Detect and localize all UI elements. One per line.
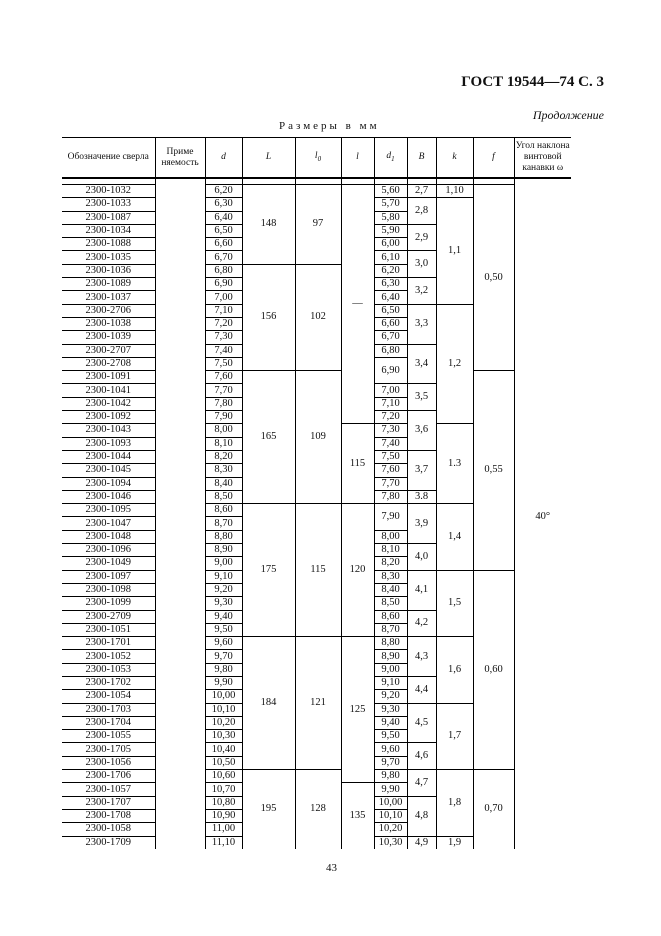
d1-cell: 9,40	[374, 716, 407, 729]
d1-cell: 6,40	[374, 291, 407, 304]
d1-cell: 6,10	[374, 251, 407, 264]
d-cell: 10,20	[205, 716, 242, 729]
d1-cell: 10,30	[374, 836, 407, 849]
table-header-row	[62, 138, 571, 179]
col-d: d	[205, 138, 242, 179]
d-cell: 8,40	[205, 477, 242, 490]
applicability-cell	[155, 663, 205, 676]
col-B: B	[407, 138, 436, 179]
drill-code: 2300-1705	[62, 743, 155, 756]
B-cell: 2,8	[407, 198, 436, 225]
applicability-cell	[155, 637, 205, 650]
drill-code: 2300-1058	[62, 823, 155, 836]
d1-cell: 6,90	[374, 357, 407, 384]
f-cell: 0,70	[473, 770, 514, 849]
d1-cell: 8,30	[374, 570, 407, 583]
l-cell: 125	[341, 637, 374, 783]
d1-cell: 10,20	[374, 823, 407, 836]
d-cell: 8,50	[205, 490, 242, 503]
k-cell: 1,10	[436, 185, 473, 198]
d1-cell: 9,80	[374, 770, 407, 783]
col-l0-sub: 0	[317, 154, 322, 163]
d-cell: 6,30	[205, 198, 242, 211]
k-cell: 1,2	[436, 304, 473, 424]
d1-cell: 7,40	[374, 437, 407, 450]
B-cell: 2,7	[407, 185, 436, 198]
d-cell: 9,30	[205, 597, 242, 610]
drill-code: 2300-1051	[62, 623, 155, 636]
d-cell: 8,80	[205, 530, 242, 543]
col-d1-main: d	[386, 150, 392, 161]
drill-code: 2300-1054	[62, 690, 155, 703]
applicability-cell	[155, 770, 205, 783]
k-cell: 1,7	[436, 703, 473, 769]
B-cell: 3,7	[407, 450, 436, 490]
applicability-cell	[155, 357, 205, 370]
d-cell: 9,10	[205, 570, 242, 583]
d-cell: 9,00	[205, 557, 242, 570]
l0-cell: 115	[295, 504, 341, 637]
drill-code: 2300-1707	[62, 796, 155, 809]
L-cell: 156	[242, 264, 295, 370]
drill-code: 2300-1044	[62, 450, 155, 463]
applicability-cell	[155, 211, 205, 224]
drill-code: 2300-1709	[62, 836, 155, 849]
drill-code: 2300-1049	[62, 557, 155, 570]
d1-cell: 6,60	[374, 317, 407, 330]
l-cell: 120	[341, 504, 374, 637]
d-cell: 10,80	[205, 796, 242, 809]
applicability-cell	[155, 371, 205, 384]
applicability-cell	[155, 464, 205, 477]
applicability-cell	[155, 623, 205, 636]
applicability-cell	[155, 198, 205, 211]
f-cell: 0,60	[473, 570, 514, 769]
d-cell: 9,70	[205, 650, 242, 663]
col-l0-main: l	[314, 150, 318, 161]
l0-cell: 97	[295, 185, 341, 265]
B-cell: 4,8	[407, 796, 436, 836]
table-row	[62, 770, 571, 783]
B-cell: 4,6	[407, 743, 436, 770]
standard-header: ГОСТ 19544—74 С. 3	[461, 74, 604, 90]
col-designation: Обозначение сверла	[62, 138, 155, 179]
d-cell: 10,70	[205, 783, 242, 796]
col-l: l	[341, 138, 374, 179]
d-cell: 7,60	[205, 371, 242, 384]
d1-cell: 7,10	[374, 397, 407, 410]
applicability-cell	[155, 557, 205, 570]
applicability-cell	[155, 530, 205, 543]
applicability-cell	[155, 756, 205, 769]
d-cell: 7,40	[205, 344, 242, 357]
d-cell: 6,70	[205, 251, 242, 264]
k-cell: 1,9	[436, 836, 473, 849]
d-cell: 6,90	[205, 278, 242, 291]
l-cell: —	[341, 185, 374, 424]
drill-code: 2300-1032	[62, 185, 155, 198]
k-cell: 1,8	[436, 770, 473, 836]
B-cell: 3.8	[407, 490, 436, 503]
d-cell: 7,90	[205, 411, 242, 424]
d1-cell: 9,90	[374, 783, 407, 796]
drill-code: 2300-1034	[62, 224, 155, 237]
l0-cell: 109	[295, 371, 341, 504]
applicability-cell	[155, 703, 205, 716]
drill-code: 2300-2708	[62, 357, 155, 370]
applicability-cell	[155, 185, 205, 198]
applicability-cell	[155, 809, 205, 822]
d1-cell: 8,20	[374, 557, 407, 570]
d-cell: 8,20	[205, 450, 242, 463]
k-cell: 1,1	[436, 198, 473, 304]
d1-cell: 7,30	[374, 424, 407, 437]
d1-cell: 8,70	[374, 623, 407, 636]
applicability-cell	[155, 783, 205, 796]
d-cell: 7,20	[205, 317, 242, 330]
d-cell: 10,90	[205, 809, 242, 822]
f-cell: 0,55	[473, 371, 514, 570]
B-cell: 4,9	[407, 836, 436, 849]
drill-code: 2300-1041	[62, 384, 155, 397]
d1-cell: 9,50	[374, 730, 407, 743]
applicability-cell	[155, 676, 205, 689]
applicability-cell	[155, 344, 205, 357]
B-cell: 4,2	[407, 610, 436, 637]
applicability-cell	[155, 224, 205, 237]
B-cell: 4,5	[407, 703, 436, 743]
drill-code: 2300-1048	[62, 530, 155, 543]
drill-code: 2300-1033	[62, 198, 155, 211]
drill-code: 2300-1702	[62, 676, 155, 689]
B-cell: 2,9	[407, 224, 436, 251]
drill-code: 2300-1042	[62, 397, 155, 410]
d-cell: 9,60	[205, 637, 242, 650]
drill-code: 2300-1099	[62, 597, 155, 610]
d1-cell: 9,30	[374, 703, 407, 716]
d1-cell: 7,70	[374, 477, 407, 490]
d1-cell: 6,80	[374, 344, 407, 357]
d-cell: 8,60	[205, 504, 242, 517]
drill-code: 2300-1087	[62, 211, 155, 224]
d1-cell: 8,60	[374, 610, 407, 623]
l-cell: 115	[341, 424, 374, 504]
d1-cell: 6,30	[374, 278, 407, 291]
drill-code: 2300-2706	[62, 304, 155, 317]
B-cell: 3,2	[407, 278, 436, 305]
f-cell: 0,50	[473, 185, 514, 371]
col-L: L	[242, 138, 295, 179]
applicability-cell	[155, 424, 205, 437]
drill-code: 2300-1056	[62, 756, 155, 769]
d-cell: 10,10	[205, 703, 242, 716]
applicability-cell	[155, 597, 205, 610]
d1-cell: 8,50	[374, 597, 407, 610]
applicability-cell	[155, 411, 205, 424]
applicability-cell	[155, 690, 205, 703]
drill-code: 2300-1046	[62, 490, 155, 503]
drill-code: 2300-1043	[62, 424, 155, 437]
drill-code: 2300-1053	[62, 663, 155, 676]
k-cell: 1,4	[436, 504, 473, 570]
d-cell: 6,80	[205, 264, 242, 277]
d1-cell: 9,70	[374, 756, 407, 769]
applicability-cell	[155, 317, 205, 330]
drill-code: 2300-1039	[62, 331, 155, 344]
B-cell: 3,0	[407, 251, 436, 278]
applicability-cell	[155, 650, 205, 663]
applicability-cell	[155, 517, 205, 530]
k-cell: 1,6	[436, 637, 473, 703]
applicability-cell	[155, 291, 205, 304]
B-cell: 4,7	[407, 770, 436, 797]
l0-cell: 121	[295, 637, 341, 770]
applicability-cell	[155, 397, 205, 410]
d-cell: 8,90	[205, 544, 242, 557]
table-row	[62, 371, 571, 384]
applicability-cell	[155, 437, 205, 450]
d1-cell: 5,60	[374, 185, 407, 198]
applicability-cell	[155, 796, 205, 809]
applicability-cell	[155, 610, 205, 623]
applicability-cell	[155, 331, 205, 344]
drill-code: 2300-1098	[62, 583, 155, 596]
d-cell: 8,70	[205, 517, 242, 530]
applicability-cell	[155, 251, 205, 264]
d-cell: 7,30	[205, 331, 242, 344]
drill-code: 2300-1037	[62, 291, 155, 304]
d-cell: 6,50	[205, 224, 242, 237]
page-number: 43	[326, 862, 337, 874]
drill-code: 2300-1708	[62, 809, 155, 822]
d1-cell: 6,20	[374, 264, 407, 277]
drill-code: 2300-1704	[62, 716, 155, 729]
d-cell: 6,60	[205, 238, 242, 251]
drill-code: 2300-1093	[62, 437, 155, 450]
drill-code: 2300-1097	[62, 570, 155, 583]
d1-cell: 5,90	[374, 224, 407, 237]
d1-cell: 7,00	[374, 384, 407, 397]
applicability-cell	[155, 304, 205, 317]
d-cell: 10,00	[205, 690, 242, 703]
applicability-cell	[155, 544, 205, 557]
applicability-cell	[155, 490, 205, 503]
drill-code: 2300-1089	[62, 278, 155, 291]
k-cell: 1.3	[436, 424, 473, 504]
drill-code: 2300-1094	[62, 477, 155, 490]
applicability-cell	[155, 264, 205, 277]
d1-cell: 10,00	[374, 796, 407, 809]
d1-cell: 7,90	[374, 504, 407, 531]
d1-cell: 7,60	[374, 464, 407, 477]
drill-code: 2300-1703	[62, 703, 155, 716]
d-cell: 9,80	[205, 663, 242, 676]
applicability-cell	[155, 570, 205, 583]
d-cell: 9,20	[205, 583, 242, 596]
B-cell: 3,3	[407, 304, 436, 344]
drill-code: 2300-1057	[62, 783, 155, 796]
drill-code: 2300-1092	[62, 411, 155, 424]
d-cell: 11,10	[205, 836, 242, 849]
d-cell: 6,20	[205, 185, 242, 198]
d1-cell: 10,10	[374, 809, 407, 822]
drill-code: 2300-1706	[62, 770, 155, 783]
d-cell: 9,40	[205, 610, 242, 623]
B-cell: 3,9	[407, 504, 436, 544]
applicability-cell	[155, 384, 205, 397]
L-cell: 165	[242, 371, 295, 504]
drill-code: 2300-1047	[62, 517, 155, 530]
drill-code: 2300-2709	[62, 610, 155, 623]
drill-code: 2300-1036	[62, 264, 155, 277]
d1-cell: 8,80	[374, 637, 407, 650]
l0-cell: 102	[295, 264, 341, 370]
drill-code: 2300-1038	[62, 317, 155, 330]
d1-cell: 9,60	[374, 743, 407, 756]
L-cell: 184	[242, 637, 295, 770]
d1-cell: 9,20	[374, 690, 407, 703]
col-angle: Угол наклона винтовой канавки ω	[514, 138, 571, 179]
B-cell: 3,4	[407, 344, 436, 384]
d-cell: 7,80	[205, 397, 242, 410]
d1-cell: 9,00	[374, 663, 407, 676]
l0-cell: 128	[295, 770, 341, 849]
d1-cell: 7,80	[374, 490, 407, 503]
col-d1	[374, 138, 407, 179]
l-cell: 135	[341, 783, 374, 849]
col-applicability: Приме няемость	[155, 138, 205, 179]
d-cell: 8,00	[205, 424, 242, 437]
d-cell: 8,10	[205, 437, 242, 450]
d-cell: 10,40	[205, 743, 242, 756]
applicability-cell	[155, 450, 205, 463]
applicability-cell	[155, 504, 205, 517]
B-cell: 4,4	[407, 676, 436, 703]
d-cell: 11,00	[205, 823, 242, 836]
sizes-caption: Размеры в мм	[279, 120, 380, 132]
drill-code: 2300-1088	[62, 238, 155, 251]
applicability-cell	[155, 278, 205, 291]
d1-cell: 5,80	[374, 211, 407, 224]
helix-angle-cell: 40°	[535, 510, 551, 522]
drill-code: 2300-1035	[62, 251, 155, 264]
drill-code: 2300-1095	[62, 504, 155, 517]
d1-cell: 8,40	[374, 583, 407, 596]
d-cell: 9,90	[205, 676, 242, 689]
d-cell: 8,30	[205, 464, 242, 477]
applicability-cell	[155, 716, 205, 729]
d1-cell: 6,70	[374, 331, 407, 344]
B-cell: 4,3	[407, 637, 436, 677]
drill-table	[62, 137, 571, 849]
drill-code: 2300-1045	[62, 464, 155, 477]
L-cell: 175	[242, 504, 295, 637]
drill-code: 2300-1052	[62, 650, 155, 663]
applicability-cell	[155, 836, 205, 849]
d1-cell: 8,90	[374, 650, 407, 663]
B-cell: 3,6	[407, 411, 436, 451]
applicability-cell	[155, 477, 205, 490]
d-cell: 7,50	[205, 357, 242, 370]
col-k: k	[436, 138, 473, 179]
d-cell: 7,00	[205, 291, 242, 304]
d-cell: 7,10	[205, 304, 242, 317]
B-cell: 4,1	[407, 570, 436, 610]
k-cell: 1,5	[436, 570, 473, 636]
continuation-label: Продолжение	[532, 108, 604, 122]
d1-cell: 7,50	[374, 450, 407, 463]
d1-cell: 6,00	[374, 238, 407, 251]
applicability-cell	[155, 743, 205, 756]
L-cell: 148	[242, 185, 295, 265]
d1-cell: 7,20	[374, 411, 407, 424]
d1-cell: 9,10	[374, 676, 407, 689]
d-cell: 10,60	[205, 770, 242, 783]
drill-code: 2300-1096	[62, 544, 155, 557]
drill-code: 2300-1055	[62, 730, 155, 743]
drill-code: 2300-2707	[62, 344, 155, 357]
applicability-cell	[155, 823, 205, 836]
B-cell: 4,0	[407, 544, 436, 571]
d1-cell: 8,00	[374, 530, 407, 543]
d-cell: 6,40	[205, 211, 242, 224]
d1-cell: 8,10	[374, 544, 407, 557]
col-l0	[295, 138, 341, 179]
d1-cell: 6,50	[374, 304, 407, 317]
B-cell: 3,5	[407, 384, 436, 411]
d-cell: 10,30	[205, 730, 242, 743]
applicability-cell	[155, 238, 205, 251]
d1-cell: 5,70	[374, 198, 407, 211]
col-d1-sub: 1	[391, 154, 395, 163]
applicability-cell	[155, 583, 205, 596]
L-cell: 195	[242, 770, 295, 849]
applicability-cell	[155, 730, 205, 743]
drill-code: 2300-1701	[62, 637, 155, 650]
col-f: f	[473, 138, 514, 179]
table-row	[62, 185, 571, 198]
d-cell: 7,70	[205, 384, 242, 397]
d-cell: 10,50	[205, 756, 242, 769]
drill-code: 2300-1091	[62, 371, 155, 384]
d-cell: 9,50	[205, 623, 242, 636]
